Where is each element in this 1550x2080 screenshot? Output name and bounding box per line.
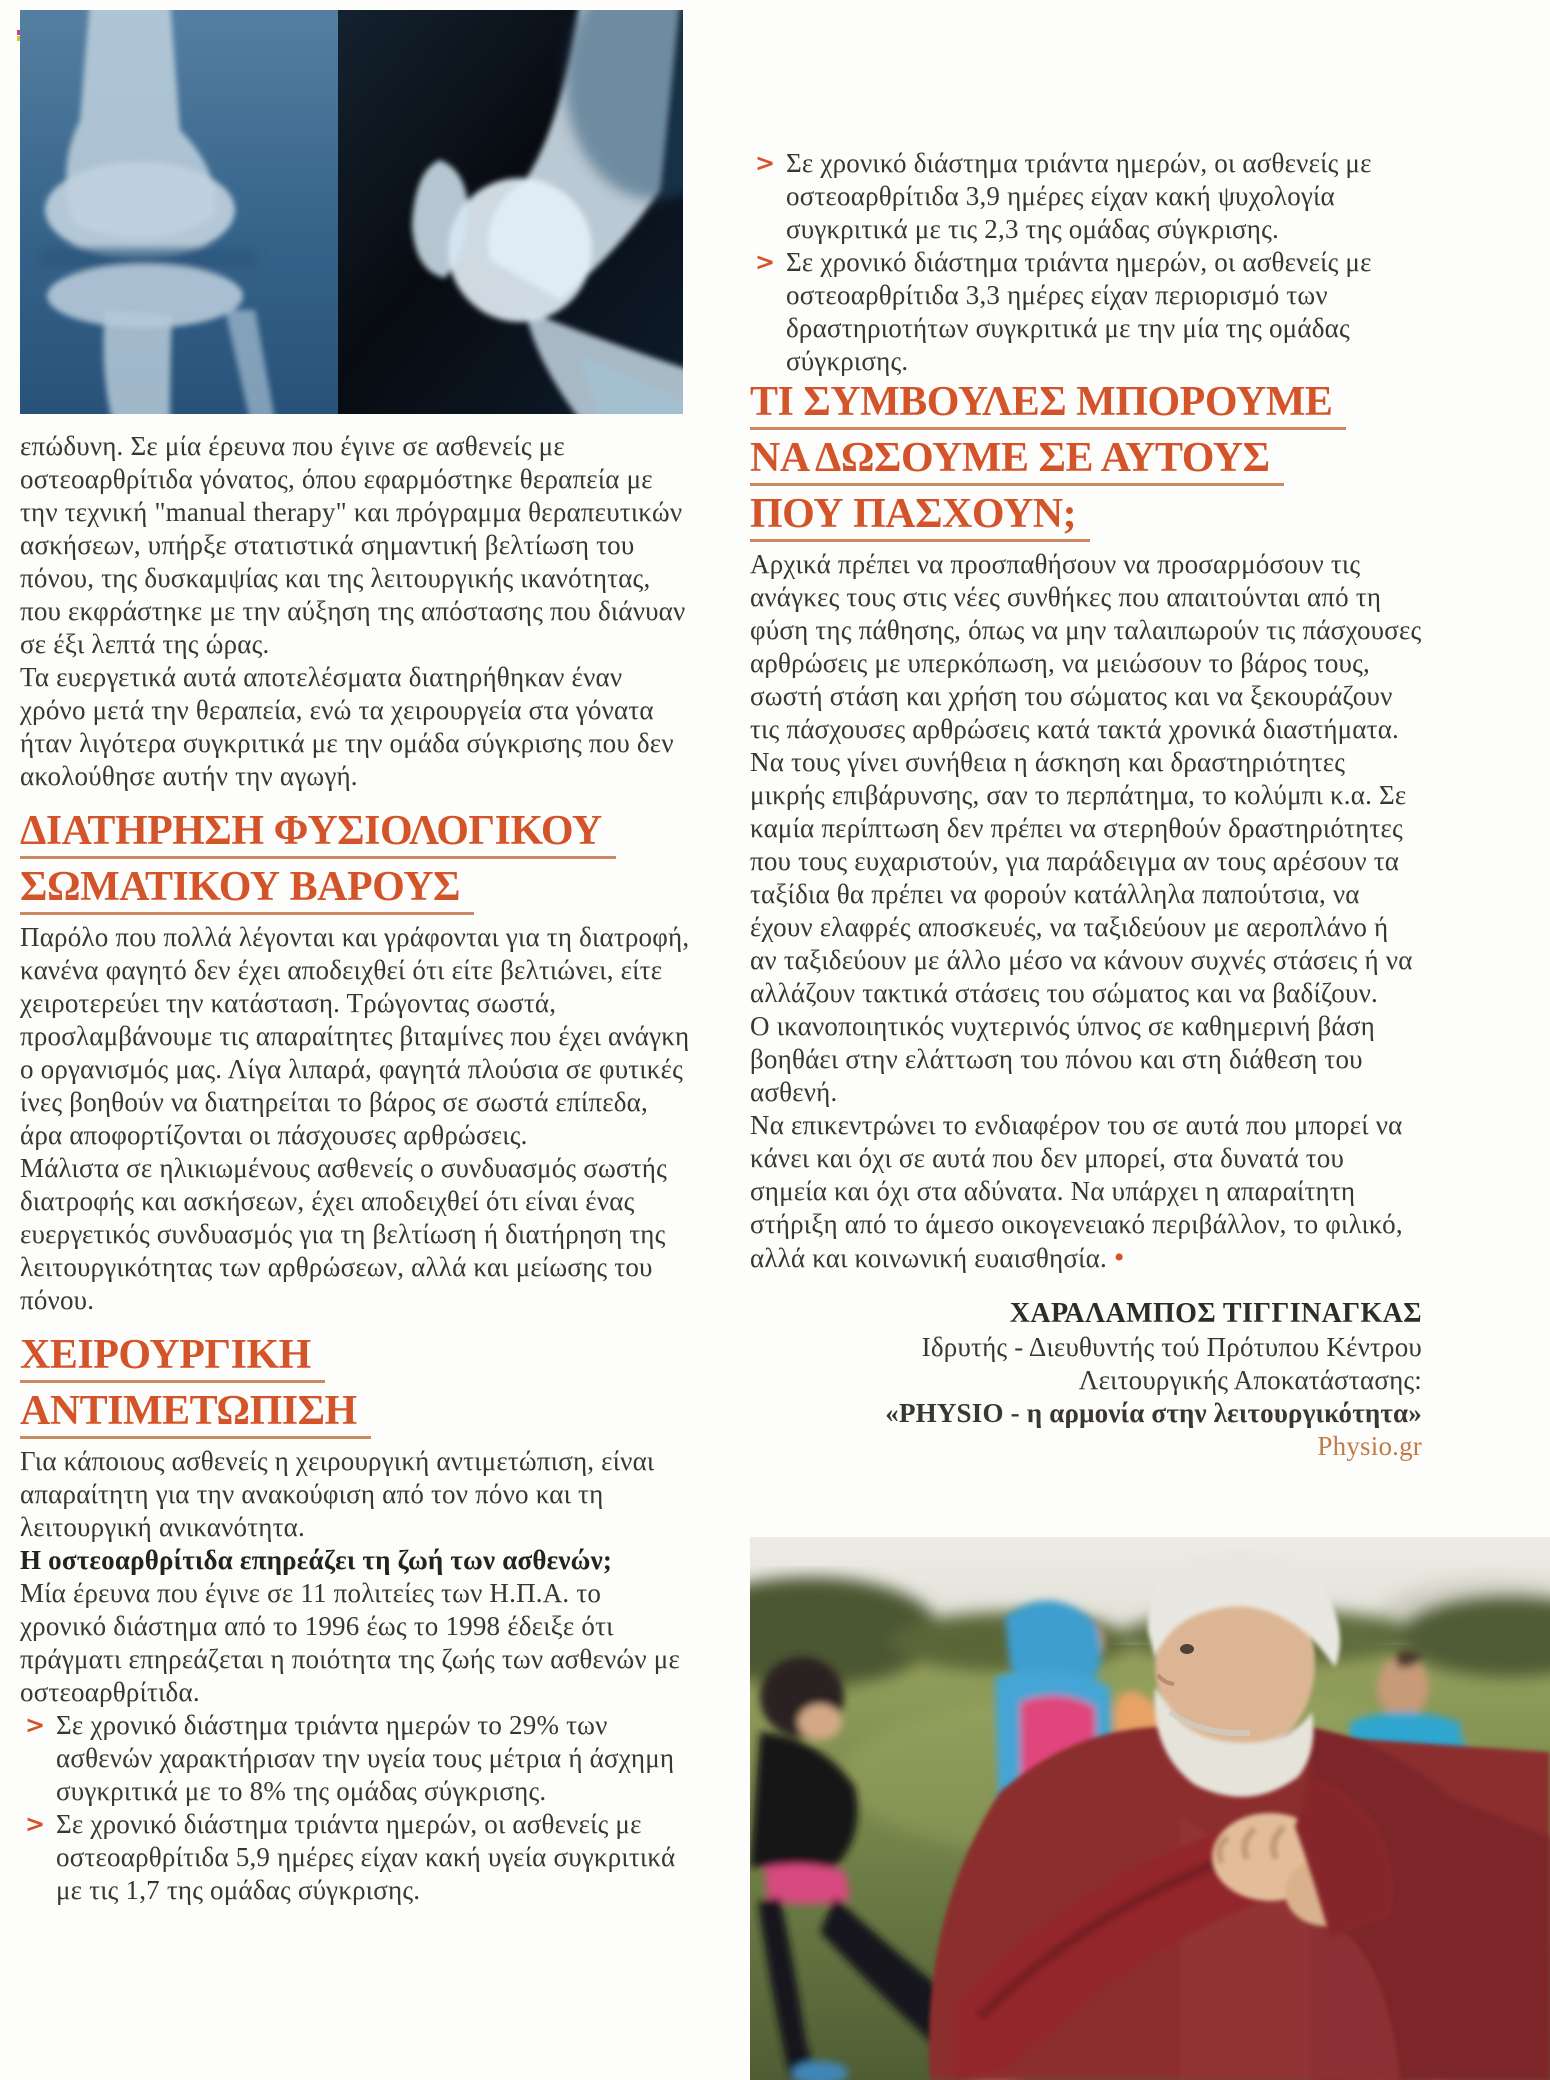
heading-line: ΝΑ ΔΩΣΟΥΜΕ ΣΕ ΑΥΤΟΥΣ (750, 436, 1284, 486)
author-role-line2: Λειτουργικής Αποκατάστασης: (1078, 1365, 1422, 1395)
knee-xray-svg (20, 10, 683, 414)
author-quote: «PHYSIO - η αρμονία στην λειτουργικότητα» (885, 1398, 1422, 1428)
paragraph-diet: Παρόλο που πολλά λέγονται και γράφονται για τη διατροφή, κανένα φαγητό δεν έχει αποδειχθεί ότι είτε βελτιώνει, είτε χειροτερεύει την κατάσταση. Τρώγοντας σωστά, προσλαμβάνουμε τις απαραίτητες βιταμίνες που έχει ανάγκη ο οργανισμός μας. Λίγα λιπαρά, φαγητά πλούσια σε φυτικές ίνες βοηθούν να διατηρείται το βάρος σε σωστά επίπεδα, άρα αποφορτίζονται οι πάσχουσες αρθρώσεις. (20, 922, 690, 1150)
bold-lead-line: Η οστεοαρθρίτιδα επηρεάζει τη ζωή των ασθενών; (20, 1545, 613, 1575)
list-item (750, 246, 1422, 378)
heading-line: ΣΩΜΑΤΙΚΟΥ ΒΑΡΟΥΣ (20, 865, 474, 915)
list-item-text: Σε χρονικό διάστημα τριάντα ημερών, οι ασθενείς με οστεοαρθρίτιδα 3,3 ημέρες είχαν περιορισμό των δραστηριοτήτων συγκριτικά με την μία της ομάδας σύγκρισης. (786, 247, 1372, 376)
exercise-photo-svg (750, 1537, 1550, 2080)
heading-line: ΤΙ ΣΥΜΒΟΥΛΕΣ ΜΠΟΡΟΥΜΕ (750, 380, 1346, 430)
section-heading-advice (750, 380, 1422, 542)
paragraph-usa-study: Μία έρευνα που έγινε σε 11 πολιτείες των Η.Π.Α. το χρονικό διάστημα από το 1996 έως το 1998 έδειξε ότι πράγματι επηρεάζεται η ποιότητα της ζωής των ασθενών με οστεοαρθρίτιδα. (20, 1578, 680, 1707)
paragraph-surgery: Για κάποιους ασθενείς η χειρουργική αντιμετώπιση, είναι απαραίτητη για την ανακούφιση από τον πόνο και τη λειτουργική ανικανότητα. (20, 1446, 655, 1542)
paragraph-results: Τα ευεργετικά αυτά αποτελέσματα διατηρήθηκαν έναν χρόνο μετά την θεραπεία, ενώ τα χειρουργεία στα γόνατα ήταν λιγότερα συγκριτικά με την ομάδα σύγκρισης που δεν ακολούθησε αυτήν την αγωγή. (20, 662, 674, 791)
section-heading-surgery (20, 1333, 690, 1439)
physio-link[interactable]: Physio.gr (1317, 1431, 1422, 1461)
end-bullet-icon: • (1113, 1241, 1125, 1274)
author-name: ΧΑΡΑΛΑΜΠΟΣ ΤΙΓΓΙΝΑΓΚΑΣ (1009, 1298, 1422, 1329)
paragraph-adapt: Αρχικά πρέπει να προσπαθήσουν να προσαρμόσουν τις ανάγκες τους στις νέες συνθήκες που απαιτούνται από τη φύση της πάθησης, όπως να μην ταλαιπωρούν τις πάσχουσες αρθρώσεις με υπερκόπωση, να μειώσουν το βάρος τους, σωστή στάση και χρήση του σώματος και να ξεκουράζουν τις πάσχουσες αρθρώσεις κατά τακτά χρονικά διαστήματα. (750, 549, 1422, 744)
list-item-text: Σε χρονικό διάστημα τριάντα ημερών, οι ασθενείς με οστεοαρθρίτιδα 3,9 ημέρες είχαν κακή ψυχολογία συγκριτικά με τις 2,3 της ομάδας σύγκρισης. (786, 148, 1372, 244)
chevron-bullet-icon: > (755, 248, 776, 276)
heading-line: ΠΟΥ ΠΑΣΧΟΥΝ; (750, 492, 1090, 542)
heading-line: ΑΝΤΙΜΕΤΩΠΙΣΗ (20, 1389, 371, 1439)
chevron-bullet-icon: > (25, 1810, 46, 1838)
paragraph-manual-therapy: επώδυνη. Σε μία έρευνα που έγινε σε ασθενείς με οστεοαρθρίτιδα γόνατος, όπου εφαρμόστηκε θεραπεία με την τεχνική "manual therapy" και πρόγραμμα θεραπευτικών ασκήσεων, υπήρξε στατιστικά σημαντική βελτίωση του πόνου, της δυσκαμψίας και της λειτουργικής ικανότητας, που εκφράστηκε με την αύξηση της απόστασης που διάνυαν σε έξι λεπτά της ώρας. (20, 431, 686, 659)
list-item (750, 147, 1422, 246)
knee-xray-image (20, 10, 683, 414)
paragraph-elderly: Μάλιστα σε ηλικιωμένους ασθενείς ο συνδυασμός σωστής διατροφής και ασκήσεων, έχει αποδειχθεί ότι είναι ένας ευεργετικός συνδυασμός για τη βελτίωση ή διατήρηση της λειτουργικότητας των αρθρώσεων, αλλά και μείωσης του πόνου. (20, 1153, 667, 1315)
paragraph-focus-text: Να επικεντρώνει το ενδιαφέρον του σε αυτά που μπορεί να κάνει και όχι σε αυτά που δεν μπορεί, στα δυνατά του σημεία και όχι στα αδύνατα. Να υπάρχει η απαραίτητη στήριξη από το άμεσο οικογενειακό περιβάλλον, το φιλικό, αλλά και κοινωνική ευαισθησία. (750, 1110, 1403, 1273)
list-item-text: Σε χρονικό διάστημα τριάντα ημερών, οι ασθενείς με οστεοαρθρίτιδα 5,9 ημέρες είχαν κακή υγεία συγκριτικά με τις 1,7 της ομάδας σύγκρισης. (56, 1809, 676, 1905)
list-item-text: Σε χρονικό διάστημα τριάντα ημερών το 29% των ασθενών χαρακτήρισαν την υγεία τους μέτρια ή άσχημη συγκριτικά με το 8% της ομάδας σύγκρισης. (56, 1710, 675, 1806)
section-heading-body-weight (20, 809, 690, 915)
left-column (20, 430, 690, 1907)
heading-line: ΔΙΑΤΗΡΗΣΗ ΦΥΣΙΟΛΟΓΙΚΟΥ (20, 809, 616, 859)
paragraph-activities: Να τους γίνει συνήθεια η άσκηση και δραστηριότητες μικρής επιβάρυνσης, σαν το περπάτημα, το κολύμπι κ.α. Σε καμία περίπτωση δεν πρέπει να στερηθούν δραστηριότητες που τους ευχαριστούν, για παράδειγμα αν τους αρέσουν τα ταξίδια θα πρέπει να φορούν κατάλληλα παπούτσια, να έχουν ελαφρές αποσκευές, να ταξιδεύουν με αεροπλάνο ή αν ταξιδεύουν με άλλο μέσο να κάνουν συχνές στάσεις ή να αλλάζουν τακτικά στάσεις του σώματος και να βαδίζουν. (750, 747, 1413, 1008)
list-item (20, 1808, 690, 1907)
chevron-bullet-icon: > (25, 1711, 46, 1739)
heading-line: ΧΕΙΡΟΥΡΓΙΚΗ (20, 1333, 325, 1383)
author-role-line1: Ιδρυτής - Διευθυντής τού Πρότυπου Κέντρου (921, 1332, 1422, 1362)
paragraph-sleep: Ο ικανοποιητικός νυχτερινός ύπνος σε καθημερινή βάση βοηθάει στην ελάττωση του πόνου και στη διάθεση του ασθενή. (750, 1011, 1375, 1107)
right-column (750, 147, 1422, 1463)
outdoor-exercise-photo (750, 1537, 1550, 2080)
author-block (750, 1297, 1422, 1463)
chevron-bullet-icon: > (755, 149, 776, 177)
list-item (20, 1709, 690, 1808)
paragraph-focus (750, 1109, 1422, 1275)
